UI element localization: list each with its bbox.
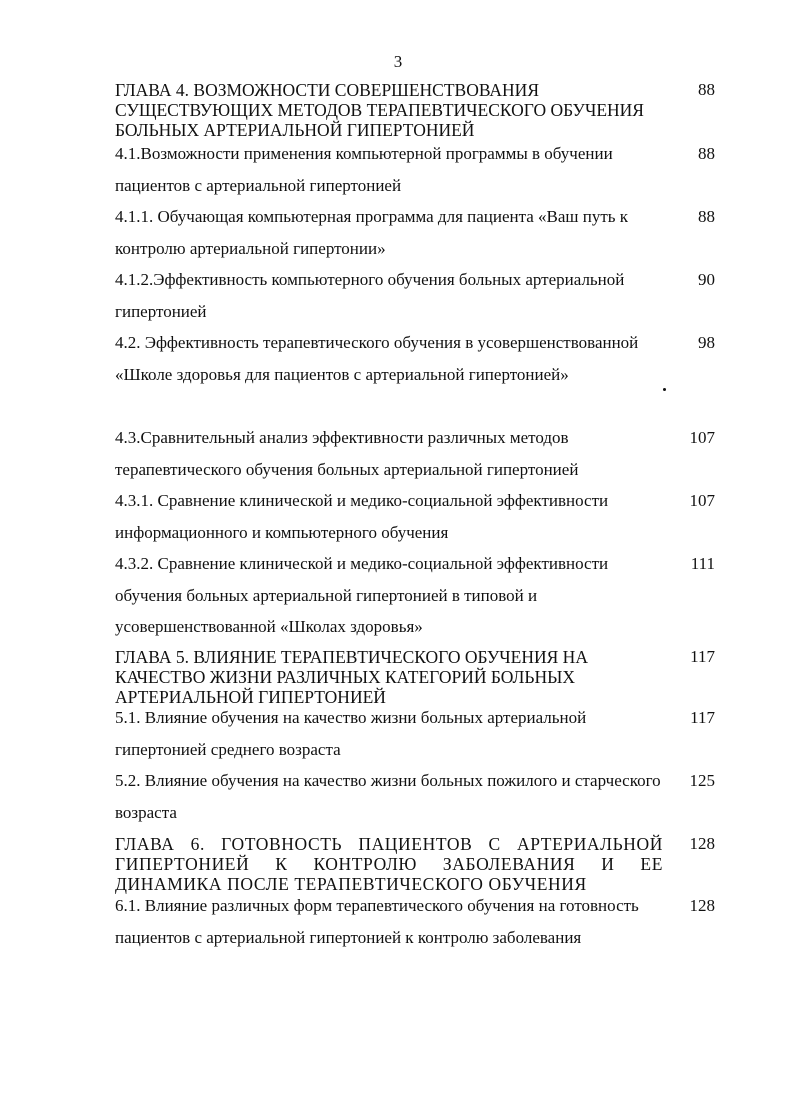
toc-entry-page: 125 [689,771,715,790]
toc-entry-page: 107 [689,428,715,447]
toc-entry-page: 88 [698,207,715,226]
toc-entry-page: 128 [689,896,715,915]
toc-entry-page: 90 [698,270,715,289]
toc-entry-title: ГЛАВА 4. ВОЗМОЖНОСТИ СОВЕРШЕНСТВОВАНИЯ СУЩЕСТВУЮЩИХ МЕТОДОВ ТЕРАПЕВТИЧЕСКОГО ОБУЧЕНИЯ БОЛЬНЫХ АРТЕРИАЛЬНОЙ ГИПЕРТОНИЕЙ [115,80,644,140]
toc-entry-title: 4.1.1. Обучающая компьютерная программа для пациента «Ваш путь к контролю артериальной гипертонии» [115,207,629,258]
toc-entry-section-4-2 [115,327,715,390]
toc-entry-section-6-1 [115,890,715,953]
toc-entry-page: 88 [698,144,715,163]
toc-entry-title: 4.1.2.Эффективность компьютерного обучения больных артериальной гипертонией [115,270,625,321]
toc-entry-title: 4.3.Сравнительный анализ эффективности различных методов терапевтического обучения больных артериальной гипертонией [115,428,579,479]
toc-entry-title: 4.1.Возможности применения компьютерной программы в обучении пациентов с артериальной гипертонией [115,144,613,195]
toc-entry-section-4-3 [115,422,715,485]
page-number: 3 [393,52,403,71]
toc-entry-title: 5.2. Влияние обучения на качество жизни больных пожилого и старческого возраста [115,771,661,822]
toc-entry-section-5-2 [115,765,715,828]
toc-entry-title: 5.1. Влияние обучения на качество жизни больных артериальной гипертонией среднего возраста [115,708,587,759]
toc-entry-section-4-3-1 [115,485,715,548]
toc-entry-chapter-4 [115,80,715,140]
toc-entry-section-4-1 [115,138,715,201]
toc-entry-page: 117 [690,647,715,666]
toc-entry-page: 128 [689,834,715,853]
toc-entry-page: 111 [690,554,715,573]
toc-entry-title: 4.2. Эффективность терапевтического обучения в усовершенствованной «Школе здоровья для пациентов с артериальной гипертонией» [115,333,639,384]
toc-entry-chapter-6 [115,834,715,894]
toc-entry-section-5-1 [115,702,715,765]
toc-entry-title: 6.1. Влияние различных форм терапевтического обучения на готовность пациентов с артериальной гипертонией к контролю заболевания [115,896,639,947]
toc-entry-page: 88 [698,80,715,99]
toc-entry-section-4-1-1 [115,201,715,264]
toc-entry-section-4-1-2 [115,264,715,327]
toc-entry-title: 4.3.1. Сравнение клинической и медико-социальной эффективности информационного и компьютерного обучения [115,491,609,542]
toc-entry-section-4-3-2 [115,548,715,643]
toc-entry-page: 117 [690,708,715,727]
toc-entry-chapter-5 [115,647,715,707]
scan-speck [663,388,666,391]
toc-entry-title: 4.3.2. Сравнение клинической и медико-социальной эффективности обучения больных артериальной гипертонией в типовой и усовершенствованной «Школах здоровья» [115,554,609,636]
toc-entry-page: 98 [698,333,715,352]
toc-entry-title: ГЛАВА 5. ВЛИЯНИЕ ТЕРАПЕВТИЧЕСКОГО ОБУЧЕНИЯ НА КАЧЕСТВО ЖИЗНИ РАЗЛИЧНЫХ КАТЕГОРИЙ БОЛЬНЫХ АРТЕРИАЛЬНОЙ ГИПЕРТОНИЕЙ [115,647,588,707]
toc-entry-page: 107 [689,491,715,510]
toc-entry-title: ГЛАВА 6. ГОТОВНОСТЬ ПАЦИЕНТОВ С АРТЕРИАЛЬНОЙ ГИПЕРТОНИЕЙ К КОНТРОЛЮ ЗАБОЛЕВАНИЯ И ЕЕ ДИНАМИКА ПОСЛЕ ТЕРАПЕВТИЧЕСКОГО ОБУЧЕНИЯ [115,834,663,894]
